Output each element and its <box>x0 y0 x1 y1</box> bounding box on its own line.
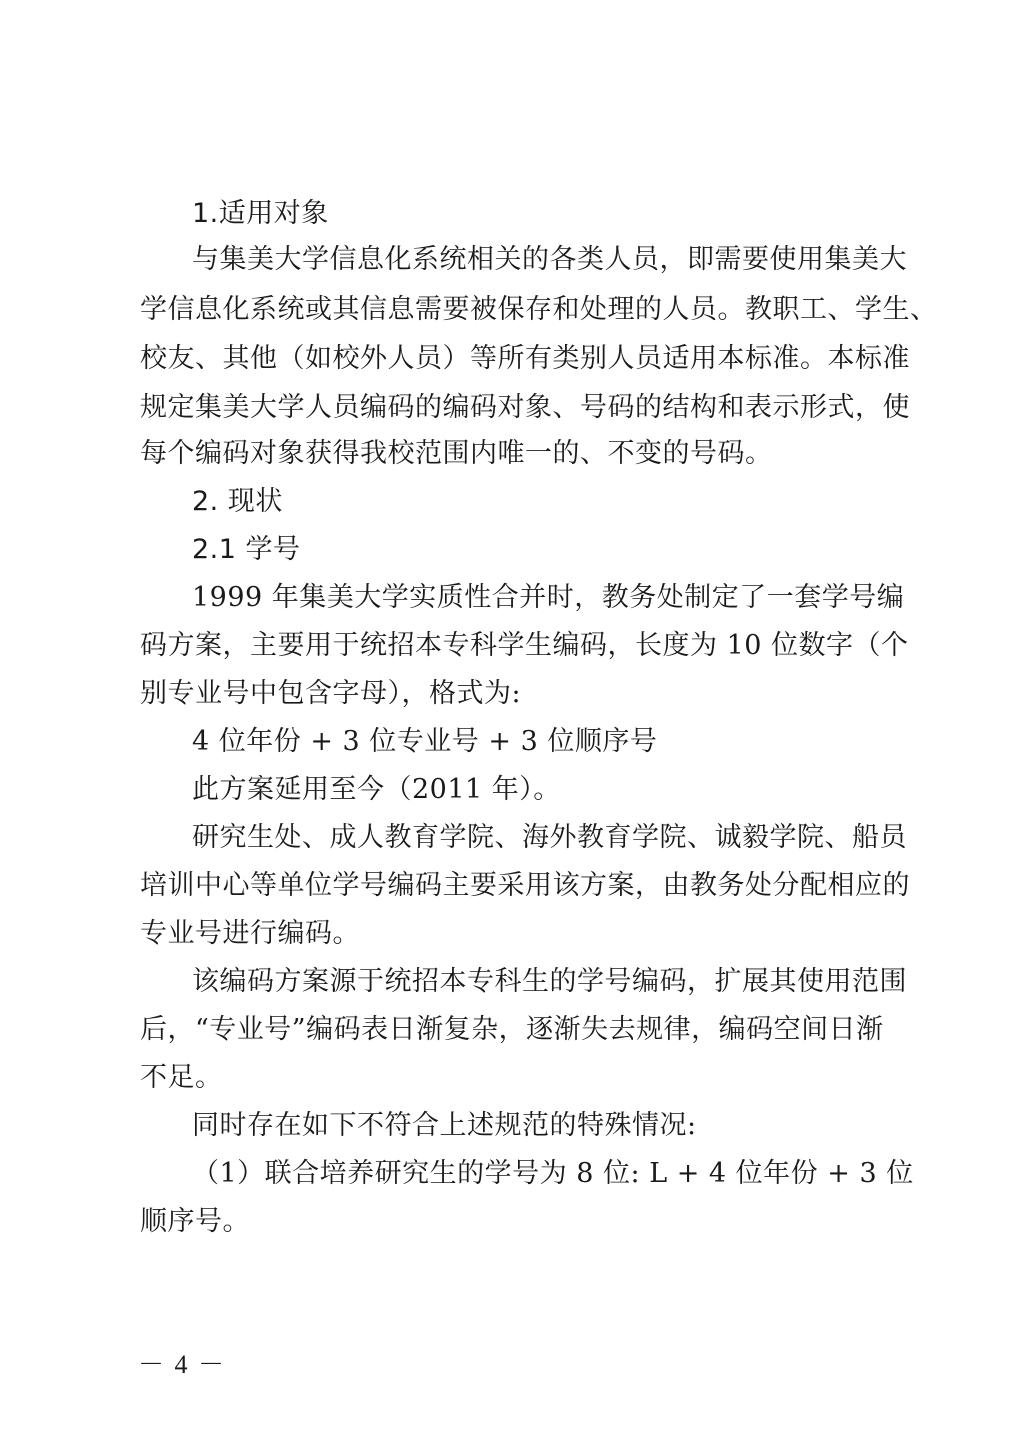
section-1-para-line: 与集美大学信息化系统相关的各类人员，即需要使用集美大 <box>192 244 907 275</box>
usage-line: 此方案延用至今（2011 年）。 <box>192 774 561 805</box>
section-2-para3-line: 不足。 <box>140 1062 223 1093</box>
section-2-para2-line: 培训中心等单位学号编码主要采用该方案，由教务处分配相应的 <box>140 870 910 901</box>
special-case-item-line: （1）联合培养研究生的学号为 8 位: L + 4 位年份 + 3 位 <box>192 1158 914 1189</box>
section-1-para-line: 学信息化系统或其信息需要被保存和处理的人员。教职工、学生、 <box>140 294 938 325</box>
section-2-para1-line: 别专业号中包含字母），格式为: <box>140 678 522 709</box>
student-id-format: 4 位年份 + 3 位专业号 + 3 位顺序号 <box>192 726 658 757</box>
section-2-para2-line: 专业号进行编码。 <box>140 918 360 949</box>
section-2-para4-line: 同时存在如下不符合上述规范的特殊情况: <box>192 1110 697 1141</box>
section-1-para-line: 每个编码对象获得我校范围内唯一的、不变的号码。 <box>140 438 773 469</box>
section-2-para3-line: 该编码方案源于统招本专科生的学号编码，扩展其使用范围 <box>192 966 907 997</box>
section-2-para1-line: 码方案，主要用于统招本专科学生编码，长度为 10 位数字（个 <box>140 630 909 661</box>
section-1-para-line: 校友、其他（如校外人员）等所有类别人员适用本标准。本标准 <box>140 343 910 374</box>
section-2-1-heading: 2.1 学号 <box>192 534 301 565</box>
special-case-item-line: 顺序号。 <box>140 1206 250 1237</box>
section-2-para2-line: 研究生处、成人教育学院、海外教育学院、诚毅学院、船员 <box>192 822 907 853</box>
section-1-para-line: 规定集美大学人员编码的编码对象、号码的结构和表示形式，使 <box>140 392 910 423</box>
section-2-para1-line: 1999 年集美大学实质性合并时，教务处制定了一套学号编 <box>192 582 905 613</box>
section-2-para3-line: 后，“专业号”编码表日渐复杂，逐渐失去规律，编码空间日渐 <box>140 1014 884 1045</box>
section-2-heading: 2. 现状 <box>192 486 283 517</box>
page-number: － 4 － <box>138 1350 227 1379</box>
section-1-heading: 1.适用对象 <box>192 198 329 229</box>
